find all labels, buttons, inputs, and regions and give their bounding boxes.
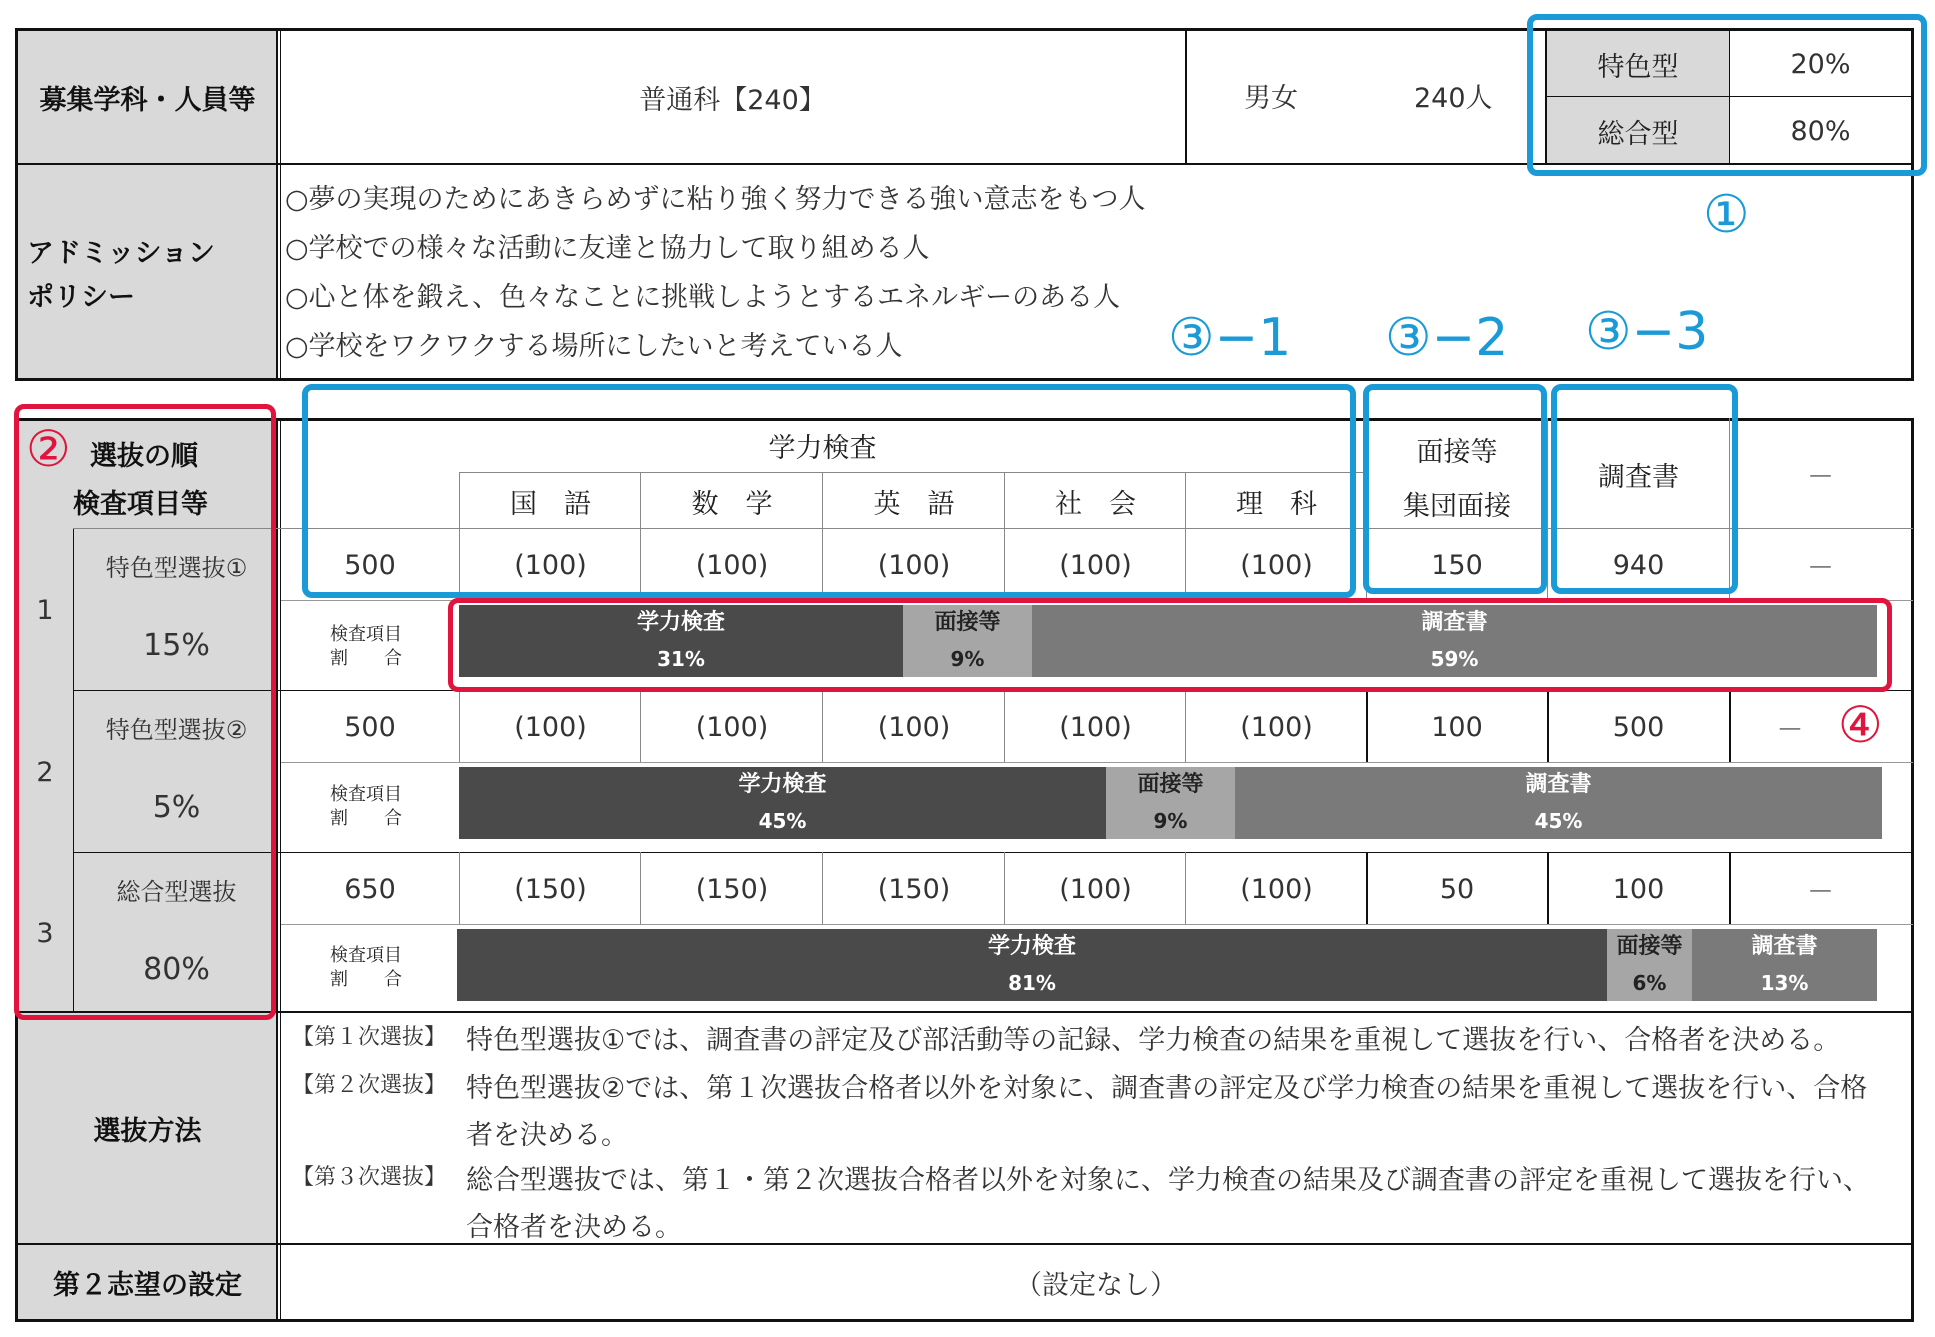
segment-name: 学力検査 (738, 772, 827, 797)
border (640, 852, 641, 924)
interview-segment (1607, 929, 1692, 1001)
ratio-label-line2: 割 合 (330, 808, 402, 829)
border (1729, 852, 1731, 924)
academic-total: 500 (344, 711, 396, 743)
ratio-label (330, 623, 402, 671)
border (459, 852, 460, 924)
border (73, 852, 1913, 853)
ratio-label-line1: 検査項目 (330, 945, 402, 966)
subject-score: (100) (1059, 549, 1132, 581)
annotation-label-3-2: ③−2 (1385, 308, 1509, 368)
subject-score: (100) (1240, 549, 1313, 581)
academic-total: 500 (344, 549, 396, 581)
segment-name: 調査書 (1525, 772, 1592, 797)
border (280, 28, 281, 381)
border (640, 690, 641, 762)
academic-segment (459, 767, 1106, 839)
type2-value: 80% (1790, 115, 1851, 147)
ratio-bar-3 (457, 929, 1877, 1001)
ratio-bar-2 (459, 767, 1882, 839)
selection-order-label: 選抜の順 (90, 441, 198, 472)
type2-label: 総合型 (1597, 118, 1679, 150)
method-text: 合格者を決める。 (466, 1212, 682, 1243)
academic-header: 学力検査 (768, 432, 877, 464)
ratio-label-line1: 検査項目 (330, 624, 402, 645)
subject-score: (100) (877, 549, 951, 581)
segment-name: 学力検査 (636, 610, 725, 635)
policy-label (27, 232, 215, 320)
ratio-label (330, 783, 402, 831)
subject-score: (100) (695, 549, 769, 581)
selection-order: 1 (36, 594, 54, 626)
interview-score: 50 (1439, 873, 1475, 905)
annotation-box-1 (1527, 14, 1927, 176)
subject-score: (150) (514, 873, 587, 905)
border (1004, 852, 1005, 924)
annotation-label-2: ② (26, 420, 71, 478)
interview-score: 100 (1431, 711, 1483, 743)
method-text: 特色型選抜②では、第１次選抜合格者以外を対象に、調査書の評定及び学力検査の結果を重視して選抜を行い、合格 (466, 1073, 1868, 1104)
subject-score: (100) (1059, 873, 1132, 905)
border (1366, 852, 1368, 924)
interview-header-line1: 面接等 (1416, 437, 1498, 468)
border (1911, 418, 1914, 1322)
subject-score: (150) (695, 873, 769, 905)
border (1185, 852, 1186, 924)
interview-segment (1106, 767, 1235, 839)
selection-pct: 15% (143, 627, 210, 663)
selection-pct: 5% (152, 789, 201, 825)
interview-header-line2: 集団面接 (1403, 491, 1511, 522)
subject-header: 英 語 (873, 488, 955, 520)
border (1185, 690, 1186, 762)
method-text: 総合型選抜では、第１・第２次選抜合格者以外を対象に、学力検査の結果及び調査書の評定を重視して選抜を行い、 (466, 1165, 1870, 1196)
ratio-label-line2: 割 合 (330, 969, 402, 990)
subject-score: (100) (514, 549, 587, 581)
policy-line: ○学校での様々な活動に友達と協力して取り組める人 (285, 233, 930, 264)
segment-percent: 59% (1430, 647, 1479, 671)
segment-name: 調査書 (1751, 934, 1818, 959)
method-tag: 【第２次選抜】 (292, 1073, 447, 1098)
segment-name: 調査書 (1421, 610, 1488, 635)
policy-line: ○学校をワクワクする場所にしたいと考えている人 (285, 331, 903, 362)
segment-percent: 45% (1534, 809, 1583, 833)
other-header: － (1807, 461, 1834, 493)
ratio-label-line2: 割 合 (330, 648, 402, 669)
annotation-box-3-1 (302, 384, 1356, 598)
selection-order: 2 (36, 756, 54, 788)
selection-pct: 80% (143, 951, 210, 987)
ratio-label-line1: 検査項目 (330, 784, 402, 805)
other-score: － (1776, 714, 1804, 746)
annotation-box-3-2 (1363, 384, 1547, 594)
method-text: 者を決める。 (466, 1120, 628, 1151)
border (276, 28, 278, 381)
border (281, 762, 1913, 763)
border (1004, 690, 1005, 762)
other-score: － (1807, 552, 1834, 584)
border (1547, 690, 1549, 762)
policy-label-line2: ポリシー (27, 282, 135, 313)
subject-header: 数 学 (691, 488, 773, 520)
annotation-box-2 (14, 404, 276, 1020)
subject-score: (100) (1059, 711, 1132, 743)
report-segment (1692, 929, 1877, 1001)
border (459, 690, 460, 762)
segment-percent: 31% (657, 647, 705, 671)
method-tag: 【第１次選抜】 (292, 1025, 447, 1050)
annotation-label-3-1: ③−1 (1168, 308, 1292, 368)
second-choice-label: 第２志望の設定 (53, 1269, 242, 1301)
segment-percent: 81% (1008, 971, 1056, 995)
border (822, 690, 823, 762)
border (15, 378, 1913, 381)
report-score: 940 (1612, 549, 1665, 581)
type1-value: 20% (1790, 48, 1851, 80)
selection-items-label: 検査項目等 (73, 489, 208, 520)
border (1547, 418, 1548, 600)
academic-segment (457, 929, 1607, 1001)
segment-name: 面接等 (1137, 772, 1204, 797)
segment-name: 学力検査 (987, 934, 1076, 959)
report-score: 100 (1612, 873, 1665, 905)
selection-name: 特色型選抜② (105, 715, 248, 744)
segment-percent: 6% (1632, 971, 1667, 995)
method-text: 特色型選抜①では、調査書の評定及び部活動等の記録、学力検査の結果を重視して選抜を行い、合格者を決める。 (466, 1025, 1841, 1056)
border (276, 418, 278, 1322)
annotation-label-4: ④ (1838, 696, 1883, 754)
segment-percent: 9% (1153, 809, 1188, 833)
annotation-box-4 (448, 598, 1892, 692)
subject-score: (100) (1240, 711, 1313, 743)
annotation-box-3-3 (1551, 384, 1738, 594)
border (15, 1243, 1913, 1245)
segment-percent: 13% (1760, 971, 1809, 995)
course-text: 普通科【240】 (639, 85, 826, 116)
border (1366, 690, 1368, 762)
annotation-label-3-3: ③−3 (1585, 302, 1709, 362)
type1-label: 特色型 (1597, 51, 1679, 83)
border (15, 1319, 1913, 1322)
border (15, 28, 18, 381)
policy-line: ○夢の実現のためにあきらめずに粘り強く努力できる強い意志をもつ人 (285, 184, 1146, 215)
report-score: 500 (1612, 711, 1665, 743)
segment-percent: 9% (950, 647, 985, 671)
subject-score: (100) (1240, 873, 1313, 905)
border (1185, 28, 1187, 164)
border (281, 924, 1913, 925)
other-score: － (1807, 876, 1834, 908)
gender-text: 男女 (1244, 83, 1298, 114)
selection-name: 総合型選抜 (116, 877, 237, 906)
border (15, 1011, 1913, 1013)
second-choice-value: （設定なし） (1015, 1269, 1177, 1301)
method-tag: 【第３次選抜】 (292, 1165, 447, 1190)
annotation-label-1: ① (1703, 185, 1750, 245)
segment-percent: 45% (758, 809, 807, 833)
report-segment (1235, 767, 1882, 839)
method-label: 選抜方法 (93, 1115, 202, 1147)
policy-label-line1: アドミッション (27, 238, 215, 269)
subject-score: (100) (877, 711, 951, 743)
subject-header: 社 会 (1055, 488, 1136, 520)
border (1729, 690, 1731, 762)
subject-header: 国 語 (510, 488, 591, 520)
report-header: 調査書 (1598, 461, 1679, 493)
subject-score: (100) (514, 711, 587, 743)
interview-score: 150 (1431, 549, 1483, 581)
selection-order: 3 (36, 917, 54, 949)
segment-name: 面接等 (934, 610, 1001, 635)
recruit-label: 募集学科・人員等 (39, 85, 256, 116)
border (280, 418, 281, 1322)
subject-score: (100) (695, 711, 769, 743)
subject-header: 理 科 (1236, 488, 1317, 520)
subject-score: (150) (877, 873, 951, 905)
segment-name: 面接等 (1616, 934, 1683, 959)
border (822, 852, 823, 924)
academic-total: 650 (344, 873, 396, 905)
ratio-label (330, 944, 402, 992)
selection-name: 特色型選抜① (105, 553, 248, 582)
border (1547, 852, 1549, 924)
count-text: 240人 (1414, 83, 1493, 114)
policy-line: ○心と体を鍛え、色々なことに挑戦しようとするエネルギーのある人 (285, 282, 1121, 313)
